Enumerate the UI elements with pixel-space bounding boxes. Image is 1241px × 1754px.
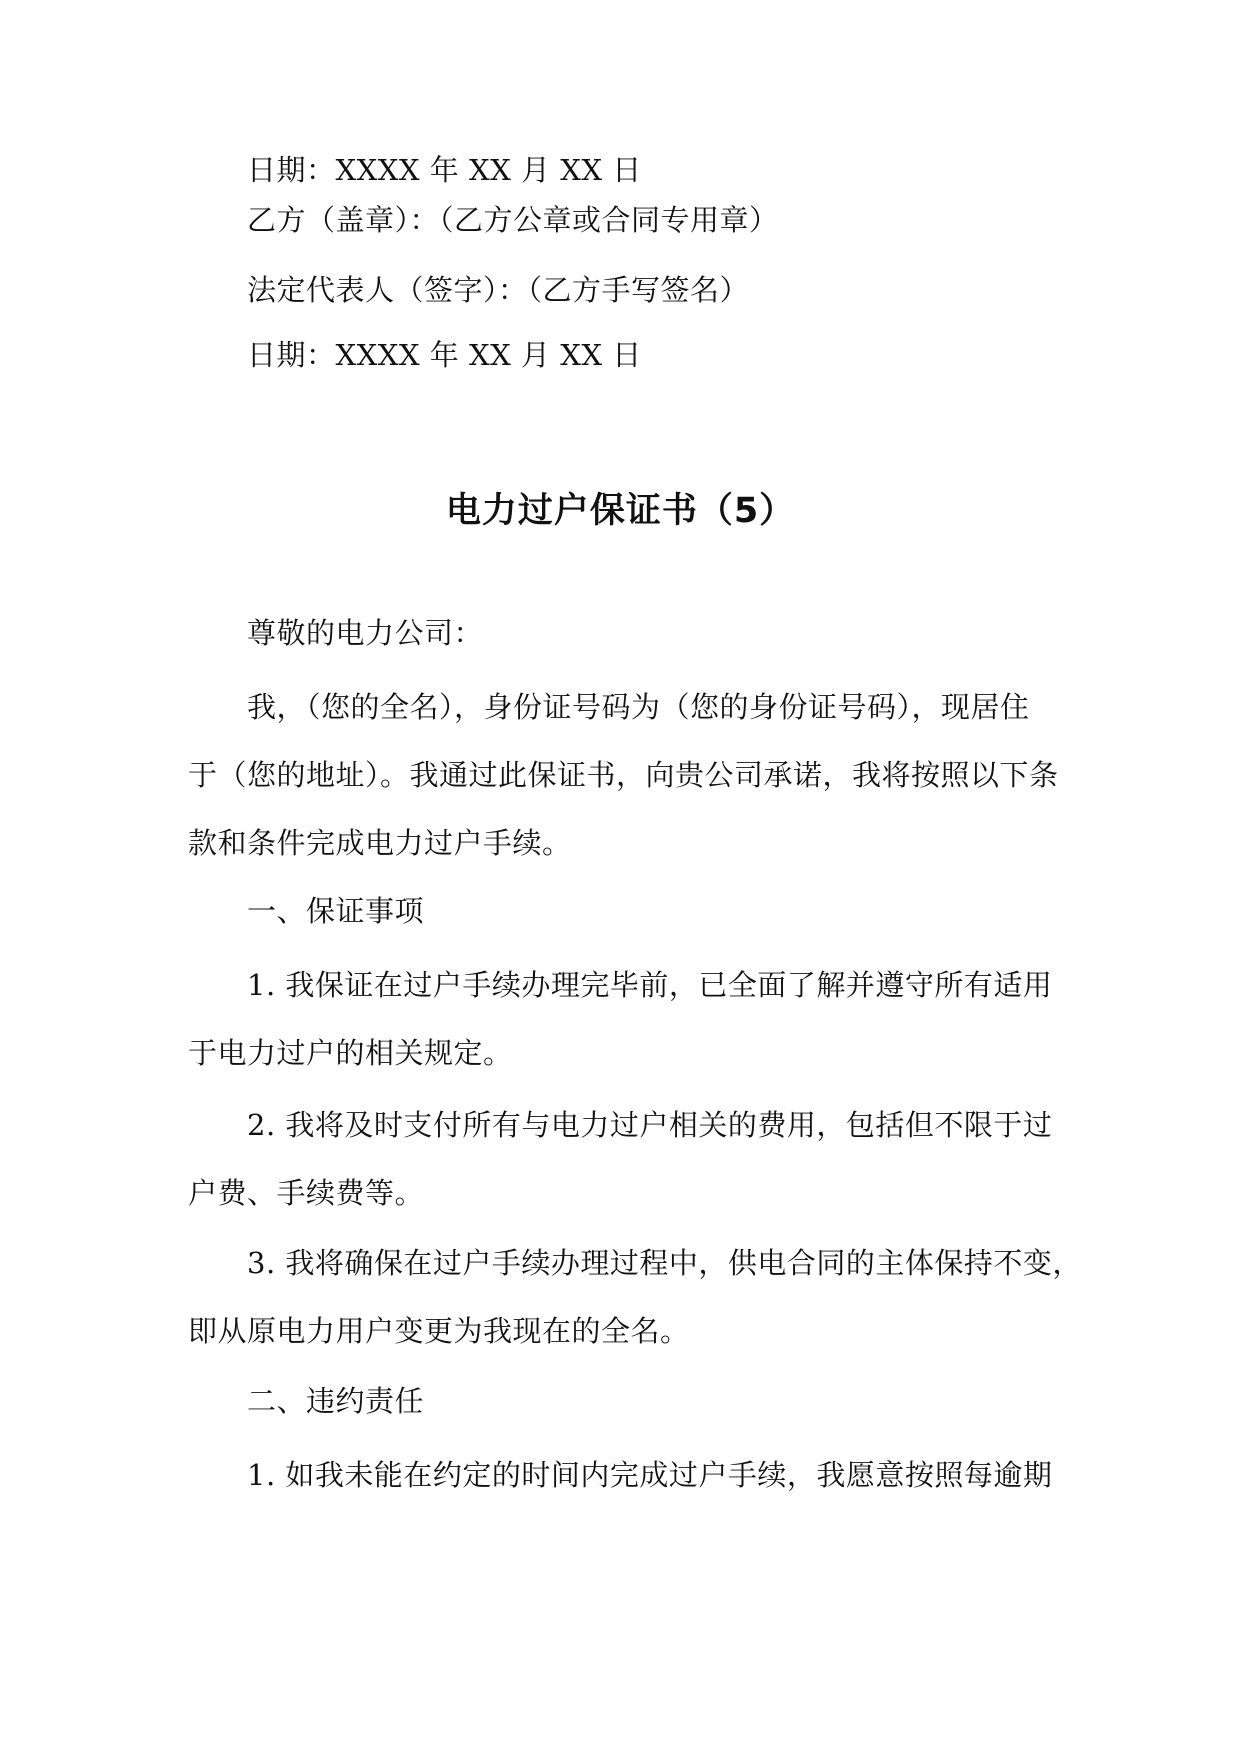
section-heading-guarantees: 一、保证事项 <box>247 894 425 928</box>
guarantee-item-3-line-1: 3. 我将确保在过户手续办理过程中，供电合同的主体保持不变， <box>247 1246 1082 1280</box>
guarantee-item-1-line-2: 于电力过户的相关规定。 <box>188 1036 513 1070</box>
document-title: 电力过户保证书（5） <box>445 491 796 531</box>
intro-line-1: 我，（您的全名），身份证号码为（您的身份证号码），现居住 <box>247 690 1030 724</box>
section-heading-liability: 二、违约责任 <box>247 1384 425 1418</box>
party-b-seal-line: 乙方（盖章）：（乙方公章或合同专用章） <box>247 203 779 237</box>
guarantee-item-2-line-2: 户费、手续费等。 <box>188 1176 425 1210</box>
intro-line-3: 款和条件完成电力过户手续。 <box>188 826 572 860</box>
liability-item-1-line-1: 1. 如我未能在约定的时间内完成过户手续，我愿意按照每逾期 <box>247 1458 1053 1492</box>
date-line-top: 日期：XXXX 年 XX 月 XX 日 <box>247 153 642 187</box>
guarantee-item-3-line-2: 即从原电力用户变更为我现在的全名。 <box>188 1314 690 1348</box>
guarantee-item-2-line-1: 2. 我将及时支付所有与电力过户相关的费用，包括但不限于过 <box>247 1108 1053 1142</box>
date-line-bottom: 日期：XXXX 年 XX 月 XX 日 <box>247 338 642 372</box>
salutation: 尊敬的电力公司： <box>247 616 484 650</box>
guarantee-item-1-line-1: 1. 我保证在过户手续办理完毕前，已全面了解并遵守所有适用 <box>247 968 1053 1002</box>
legal-representative-line: 法定代表人（签字）：（乙方手写签名） <box>247 273 750 307</box>
intro-line-2: 于（您的地址）。我通过此保证书，向贵公司承诺，我将按照以下条 <box>188 758 1059 792</box>
